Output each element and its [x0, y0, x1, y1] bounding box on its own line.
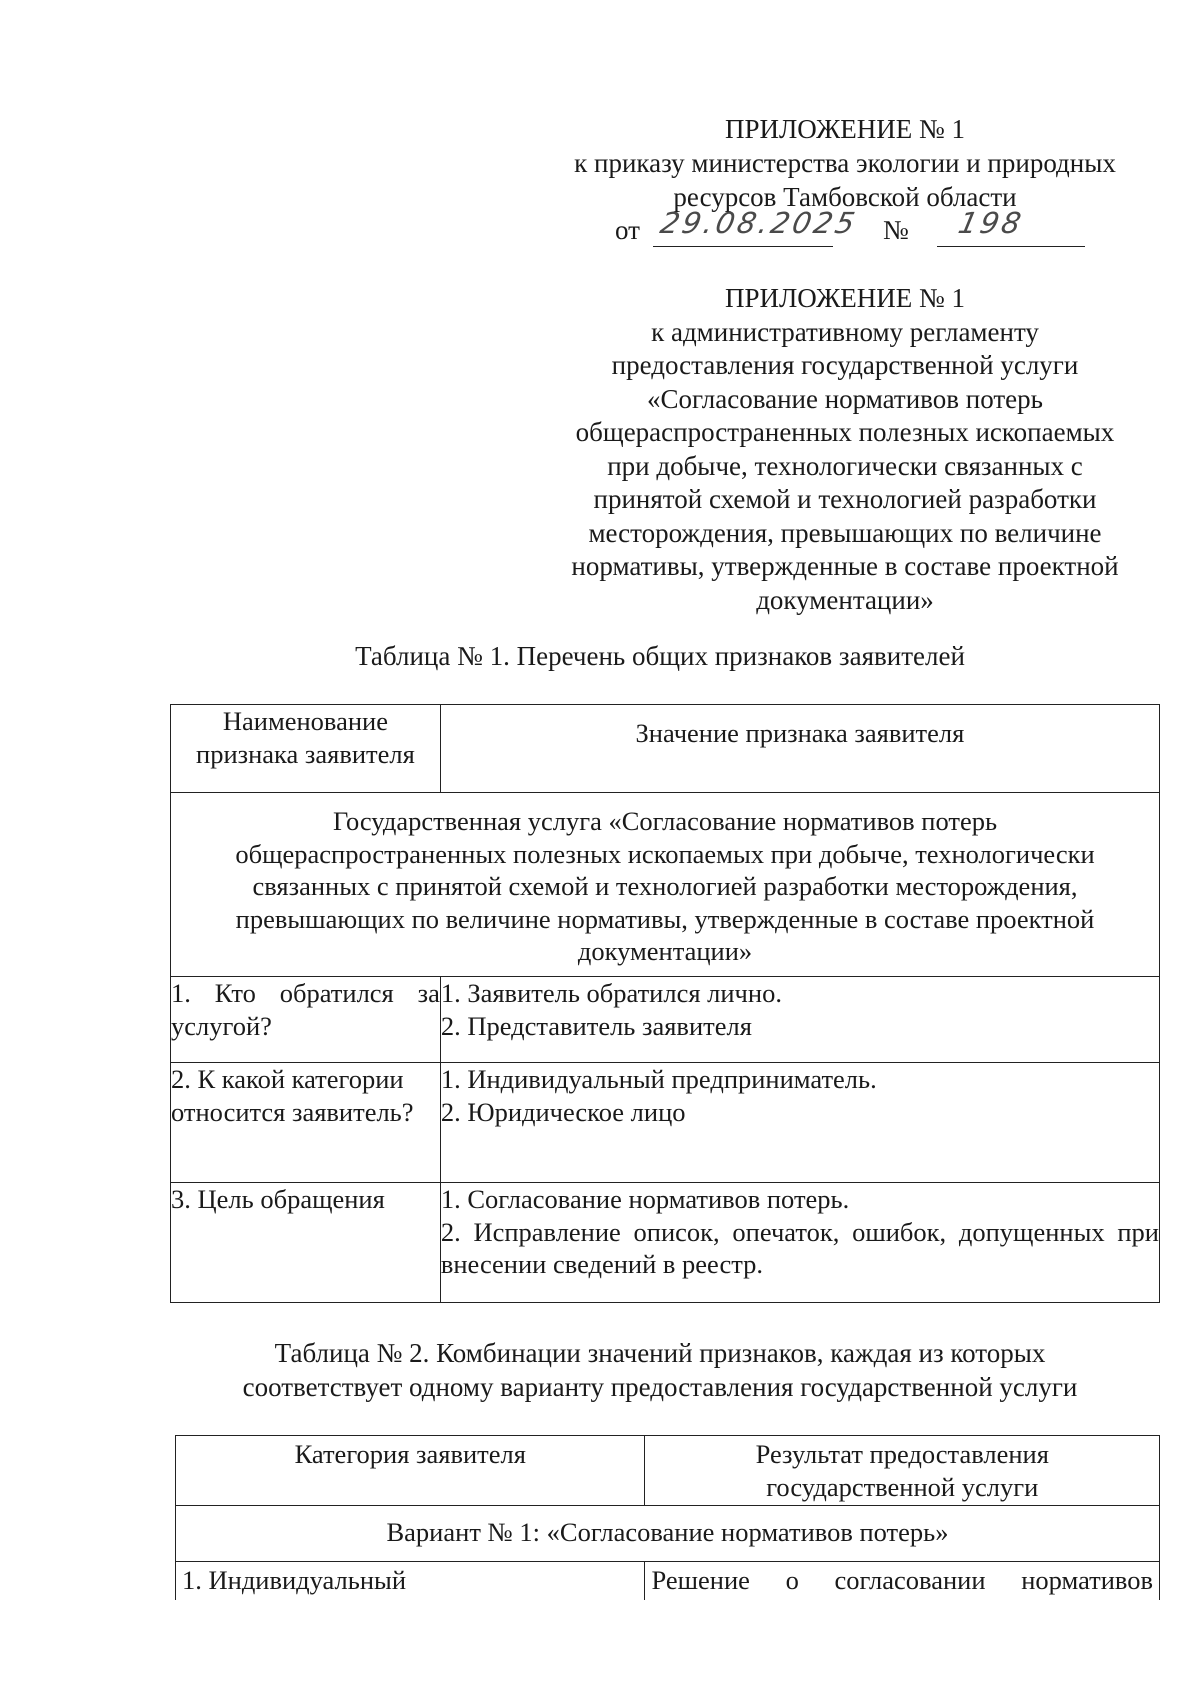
values-cell: [440, 1183, 1159, 1303]
number-underline: [937, 246, 1085, 247]
approval-heading: ПРИЛОЖЕНИЕ № 1: [724, 114, 966, 144]
regulation-line: к административному регламенту: [651, 316, 1039, 347]
table-header-row: [171, 705, 1160, 793]
applicant-criteria-table: [170, 704, 1160, 1303]
service-name-row: [171, 793, 1160, 977]
table-row: [171, 1063, 1160, 1183]
category-cell: 1. Индивидуальный: [176, 1562, 645, 1600]
table-row: [171, 1183, 1160, 1303]
regulation-line: месторождения, превышающих по величине: [588, 517, 1102, 548]
criterion-cell: 3. Цель обращения: [171, 1183, 441, 1303]
table1-title: Таблица № 1. Перечень общих признаков заявителей: [355, 641, 965, 671]
value-item: 1. Индивидуальный предприниматель.: [440, 1064, 877, 1094]
values-cell: [440, 1063, 1159, 1183]
service-name-line: Государственная услуга «Согласование нормативов потерь: [332, 806, 998, 836]
regulation-line: «Согласование нормативов потерь: [647, 383, 1043, 414]
service-name-cell: [171, 793, 1160, 977]
header-applicant-category: Категория заявителя: [176, 1436, 645, 1506]
date-label: от: [615, 215, 640, 245]
header-criterion-name: Наименование признака заявителя: [171, 705, 441, 793]
regulation-line: принятой схемой и технологией разработки: [593, 484, 1097, 514]
approval-order-line: к приказу министерства экологии и природных: [574, 148, 1116, 178]
service-name-line: превышающих по величине нормативы, утвержденные в составе проектной: [235, 903, 1095, 934]
table-row: [171, 977, 1160, 1063]
value-item: 1. Заявитель обратился лично.: [440, 978, 782, 1008]
service-name-line: связанных с принятой схемой и технологией разработки месторождения,: [252, 871, 1078, 901]
approval-block-regulation: [540, 282, 1150, 617]
handwritten-number: 198: [955, 206, 1027, 240]
regulation-line: нормативы, утвержденные в составе проектной: [571, 551, 1119, 581]
regulation-line: при добыче, технологически связанных с: [607, 450, 1083, 481]
value-item: 2. Юридическое лицо: [440, 1096, 686, 1127]
approval-order-line: ресурсов Тамбовской области: [673, 182, 1017, 212]
variant-row: [176, 1506, 1160, 1562]
handwritten-date: 29.08.2025: [657, 206, 861, 240]
value-item: 2. Исправление описок, опечаток, ошибок, допущенных при внесении сведений в реестр.: [440, 1216, 1159, 1279]
variant-combinations-table: [175, 1435, 1160, 1600]
table2-title: [160, 1336, 1160, 1404]
approval-block-order: [540, 112, 1150, 214]
regulation-line: общераспространенных полезных ископаемых: [575, 417, 1115, 447]
date-underline: [653, 246, 833, 247]
variant-cell: Вариант № 1: «Согласование нормативов потерь»: [176, 1506, 1160, 1562]
service-name-line: общераспространенных полезных ископаемых при добыче, технологически: [235, 838, 1095, 869]
result-cell: Решение о согласовании нормативов: [645, 1562, 1160, 1600]
table2-title-line: Таблица № 2. Комбинации значений признаков, каждая из которых: [274, 1338, 1046, 1368]
number-label: №: [883, 215, 909, 245]
criterion-cell: 1. Кто обратился за услугой?: [171, 977, 441, 1063]
approval-heading: ПРИЛОЖЕНИЕ № 1: [724, 283, 966, 313]
order-date-number-row: [615, 206, 1085, 250]
values-cell: [440, 977, 1159, 1063]
table2-title-line: соответствует одному варианту предоставления государственной услуги: [242, 1372, 1078, 1402]
header-criterion-value: Значение признака заявителя: [440, 705, 1159, 793]
criterion-cell: 2. К какой категории относится заявитель?: [171, 1063, 441, 1183]
regulation-line: документации»: [756, 584, 934, 615]
table-header-row: [176, 1436, 1160, 1506]
table-row: [176, 1562, 1160, 1600]
service-name-line: документации»: [577, 936, 753, 966]
regulation-line: предоставления государственной услуги: [611, 350, 1079, 380]
value-item: 2. Представитель заявителя: [440, 1010, 752, 1041]
value-item: 1. Согласование нормативов потерь.: [440, 1184, 850, 1214]
header-service-result: Результат предоставления государственной услуги: [645, 1436, 1160, 1506]
